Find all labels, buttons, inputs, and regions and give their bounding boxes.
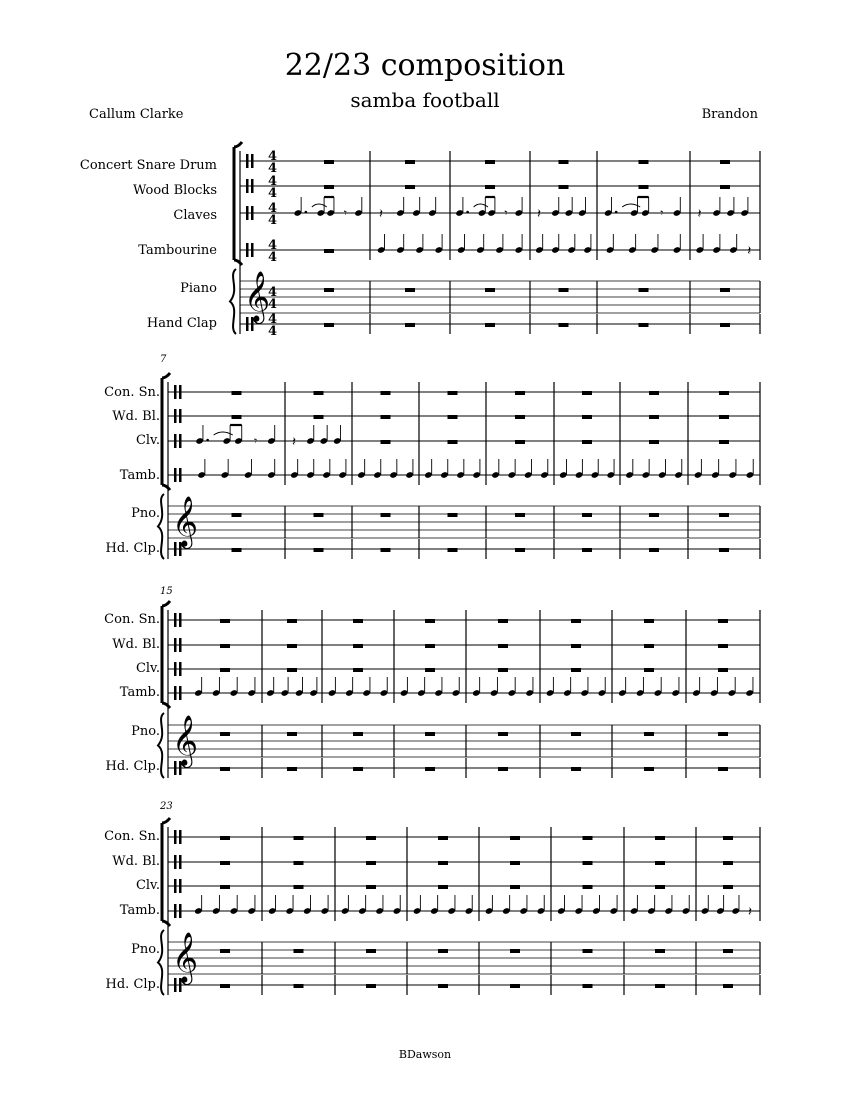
time-signature: 4 — [268, 186, 278, 201]
whole-rest — [639, 160, 649, 164]
whole-rest — [644, 767, 654, 771]
treble-clef: 𝄞 — [172, 715, 199, 766]
percussion-clef — [246, 179, 249, 193]
whole-rest — [719, 415, 729, 419]
whole-rest — [220, 644, 230, 648]
whole-rest — [510, 885, 520, 889]
whole-rest — [314, 391, 324, 395]
whole-rest — [381, 513, 391, 517]
instrument-label-piano: Pno. — [131, 942, 160, 957]
whole-rest — [559, 185, 569, 189]
eighth-rest: 𝄾 — [660, 206, 664, 220]
whole-rest — [582, 440, 592, 444]
eighth-rest: 𝄾 — [253, 434, 258, 448]
time-signature: 4 — [268, 238, 278, 253]
percussion-clef — [174, 686, 177, 700]
whole-rest — [583, 949, 593, 953]
group-bracket — [162, 373, 170, 490]
instrument-label-handclap: Hd. Clp. — [105, 759, 160, 774]
whole-rest — [644, 644, 654, 648]
whole-rest — [559, 288, 569, 292]
whole-rest — [571, 668, 581, 672]
composer-credit: Brandon — [701, 107, 758, 122]
whole-rest — [220, 885, 230, 889]
whole-rest — [510, 984, 520, 988]
whole-rest — [405, 185, 415, 189]
whole-rest — [324, 323, 334, 327]
instrument-label-handclap: Hd. Clp. — [105, 541, 160, 556]
whole-rest — [405, 288, 415, 292]
whole-rest — [438, 949, 448, 953]
group-bracket — [162, 601, 170, 708]
measure-number: 15 — [160, 586, 173, 597]
instrument-label-tambourine: Tamb. — [119, 903, 160, 918]
whole-rest — [582, 513, 592, 517]
whole-rest — [438, 836, 448, 840]
time-signature: 4 — [268, 149, 278, 164]
score-subtitle: samba football — [350, 88, 500, 112]
whole-rest — [644, 668, 654, 672]
whole-rest — [294, 949, 304, 953]
whole-rest — [498, 668, 508, 672]
instrument-label-tambourine: Tamb. — [119, 685, 160, 700]
whole-rest — [381, 440, 391, 444]
whole-rest — [583, 885, 593, 889]
percussion-clef — [179, 385, 182, 399]
whole-rest — [485, 288, 495, 292]
whole-rest — [287, 644, 297, 648]
whole-rest — [485, 160, 495, 164]
time-signature: 4 — [268, 161, 278, 176]
piano-brace — [158, 930, 164, 995]
whole-rest — [582, 548, 592, 552]
whole-rest — [220, 861, 230, 865]
instrument-label-claves: Clv. — [135, 661, 160, 676]
instrument-label-snare: Con. Sn. — [104, 829, 160, 844]
whole-rest — [655, 885, 665, 889]
percussion-clef — [174, 904, 177, 918]
whole-rest — [655, 949, 665, 953]
percussion-clef — [251, 154, 254, 168]
whole-rest — [381, 548, 391, 552]
instrument-label-tambourine: Tambourine — [138, 243, 217, 258]
quarter-rest: 𝄽 — [747, 244, 752, 259]
percussion-clef — [174, 879, 177, 893]
whole-rest — [294, 885, 304, 889]
whole-rest — [639, 185, 649, 189]
whole-rest — [510, 836, 520, 840]
dot — [615, 211, 618, 214]
whole-rest — [220, 949, 230, 953]
whole-rest — [287, 619, 297, 623]
whole-rest — [720, 323, 730, 327]
whole-rest — [720, 185, 730, 189]
instrument-label-tambourine: Tamb. — [119, 468, 160, 483]
whole-rest — [220, 984, 230, 988]
whole-rest — [719, 548, 729, 552]
percussion-clef — [174, 830, 177, 844]
whole-rest — [723, 885, 733, 889]
measure-number: 23 — [160, 801, 173, 812]
whole-rest — [405, 323, 415, 327]
whole-rest — [353, 668, 363, 672]
instrument-label-woodblocks: Wd. Bl. — [112, 854, 160, 869]
quarter-rest: 𝄽 — [292, 435, 297, 450]
whole-rest — [515, 391, 525, 395]
whole-rest — [353, 644, 363, 648]
whole-rest — [639, 288, 649, 292]
whole-rest — [583, 984, 593, 988]
percussion-clef — [179, 613, 182, 627]
time-signature: 4 — [268, 285, 278, 300]
whole-rest — [571, 767, 581, 771]
percussion-clef — [179, 879, 182, 893]
whole-rest — [719, 391, 729, 395]
whole-rest — [485, 185, 495, 189]
score-title: 22/23 composition — [284, 48, 566, 83]
whole-rest — [324, 288, 334, 292]
instrument-label-woodblocks: Wood Blocks — [133, 183, 217, 198]
time-signature: 4 — [268, 297, 278, 312]
copyright-footer: BDawson — [398, 1048, 452, 1061]
instrument-label-claves: Clv. — [135, 878, 160, 893]
whole-rest — [294, 861, 304, 865]
percussion-clef — [174, 662, 177, 676]
quarter-rest: 𝄽 — [748, 905, 753, 920]
whole-rest — [232, 415, 242, 419]
whole-rest — [353, 732, 363, 736]
whole-rest — [583, 836, 593, 840]
whole-rest — [583, 861, 593, 865]
whole-rest — [582, 415, 592, 419]
whole-rest — [405, 160, 415, 164]
percussion-clef — [179, 409, 182, 423]
percussion-clef — [179, 638, 182, 652]
whole-rest — [644, 619, 654, 623]
eighth-rest: 𝄾 — [504, 206, 508, 220]
whole-rest — [515, 513, 525, 517]
whole-rest — [559, 323, 569, 327]
whole-rest — [718, 767, 728, 771]
whole-rest — [559, 160, 569, 164]
whole-rest — [324, 249, 334, 253]
percussion-clef — [251, 206, 254, 220]
time-signature: 4 — [268, 213, 278, 228]
percussion-clef — [174, 409, 177, 423]
whole-rest — [425, 668, 435, 672]
whole-rest — [582, 391, 592, 395]
percussion-clef — [246, 243, 249, 257]
treble-clef: 𝄞 — [172, 932, 199, 983]
whole-rest — [510, 861, 520, 865]
whole-rest — [485, 323, 495, 327]
whole-rest — [425, 644, 435, 648]
whole-rest — [448, 548, 458, 552]
whole-rest — [287, 767, 297, 771]
whole-rest — [366, 984, 376, 988]
measure-number: 7 — [160, 354, 167, 365]
time-signature: 4 — [268, 201, 278, 216]
whole-rest — [498, 644, 508, 648]
whole-rest — [314, 415, 324, 419]
percussion-clef — [179, 855, 182, 869]
whole-rest — [448, 440, 458, 444]
dot — [305, 211, 308, 214]
whole-rest — [720, 288, 730, 292]
percussion-clef — [179, 434, 182, 448]
whole-rest — [655, 836, 665, 840]
time-signature: 4 — [268, 250, 278, 265]
time-signature: 4 — [268, 174, 278, 189]
whole-rest — [232, 548, 242, 552]
whole-rest — [366, 836, 376, 840]
instrument-label-snare: Con. Sn. — [104, 385, 160, 400]
whole-rest — [381, 391, 391, 395]
whole-rest — [381, 415, 391, 419]
whole-rest — [425, 732, 435, 736]
percussion-clef — [174, 613, 177, 627]
treble-clef: 𝄞 — [172, 496, 199, 547]
piano-brace — [158, 713, 164, 778]
whole-rest — [294, 836, 304, 840]
whole-rest — [639, 323, 649, 327]
quarter-rest: 𝄽 — [697, 207, 702, 222]
group-bracket — [162, 818, 170, 926]
instrument-label-claves: Claves — [173, 208, 217, 223]
percussion-clef — [174, 434, 177, 448]
whole-rest — [498, 732, 508, 736]
percussion-clef — [174, 855, 177, 869]
whole-rest — [515, 415, 525, 419]
instrument-label-woodblocks: Wd. Bl. — [112, 409, 160, 424]
tie — [312, 204, 327, 207]
whole-rest — [723, 984, 733, 988]
whole-rest — [438, 984, 448, 988]
whole-rest — [718, 644, 728, 648]
whole-rest — [649, 513, 659, 517]
whole-rest — [510, 949, 520, 953]
whole-rest — [287, 668, 297, 672]
quarter-rest: 𝄽 — [379, 207, 383, 222]
percussion-clef — [174, 385, 177, 399]
percussion-clef — [174, 638, 177, 652]
percussion-clef — [251, 179, 254, 193]
whole-rest — [220, 619, 230, 623]
percussion-clef — [179, 662, 182, 676]
whole-rest — [720, 160, 730, 164]
whole-rest — [718, 668, 728, 672]
treble-clef: 𝄞 — [244, 271, 271, 322]
whole-rest — [324, 185, 334, 189]
whole-rest — [366, 861, 376, 865]
whole-rest — [644, 732, 654, 736]
piano-brace — [230, 269, 236, 334]
whole-rest — [515, 548, 525, 552]
percussion-clef — [179, 468, 182, 482]
whole-rest — [366, 949, 376, 953]
whole-rest — [353, 619, 363, 623]
whole-rest — [718, 732, 728, 736]
instrument-label-snare: Concert Snare Drum — [79, 158, 217, 173]
percussion-clef — [174, 468, 177, 482]
whole-rest — [571, 732, 581, 736]
whole-rest — [498, 619, 508, 623]
percussion-clef — [179, 904, 182, 918]
eighth-rest: 𝄾 — [343, 206, 347, 220]
whole-rest — [655, 984, 665, 988]
percussion-clef — [179, 686, 182, 700]
whole-rest — [719, 513, 729, 517]
time-signature: 4 — [268, 324, 278, 339]
whole-rest — [655, 861, 665, 865]
percussion-clef — [179, 830, 182, 844]
instrument-label-woodblocks: Wd. Bl. — [112, 637, 160, 652]
percussion-clef — [251, 243, 254, 257]
whole-rest — [314, 548, 324, 552]
whole-rest — [649, 391, 659, 395]
whole-rest — [438, 861, 448, 865]
whole-rest — [366, 885, 376, 889]
whole-rest — [723, 949, 733, 953]
whole-rest — [438, 885, 448, 889]
instrument-label-handclap: Hand Clap — [146, 316, 217, 331]
whole-rest — [448, 513, 458, 517]
piano-brace — [158, 494, 164, 559]
whole-rest — [723, 836, 733, 840]
whole-rest — [718, 619, 728, 623]
whole-rest — [498, 767, 508, 771]
dot — [206, 439, 209, 442]
whole-rest — [649, 440, 659, 444]
whole-rest — [649, 548, 659, 552]
instrument-label-piano: Pno. — [131, 506, 160, 521]
poet-credit: Callum Clarke — [89, 107, 184, 122]
whole-rest — [287, 732, 297, 736]
whole-rest — [232, 513, 242, 517]
whole-rest — [723, 861, 733, 865]
dot — [466, 211, 469, 214]
whole-rest — [232, 391, 242, 395]
whole-rest — [571, 619, 581, 623]
whole-rest — [425, 619, 435, 623]
whole-rest — [515, 440, 525, 444]
instrument-label-handclap: Hd. Clp. — [105, 977, 160, 992]
whole-rest — [353, 767, 363, 771]
instrument-label-piano: Piano — [180, 281, 217, 296]
whole-rest — [571, 644, 581, 648]
quarter-rest: 𝄽 — [537, 207, 542, 222]
percussion-clef — [246, 206, 249, 220]
whole-rest — [649, 415, 659, 419]
whole-rest — [719, 440, 729, 444]
whole-rest — [448, 415, 458, 419]
whole-rest — [220, 732, 230, 736]
whole-rest — [220, 767, 230, 771]
whole-rest — [220, 668, 230, 672]
group-bracket — [234, 142, 242, 265]
instrument-label-claves: Clv. — [135, 433, 160, 448]
whole-rest — [314, 513, 324, 517]
tie — [474, 204, 488, 207]
whole-rest — [220, 836, 230, 840]
whole-rest — [294, 984, 304, 988]
time-signature: 4 — [268, 312, 278, 327]
percussion-clef — [246, 154, 249, 168]
whole-rest — [324, 160, 334, 164]
instrument-label-snare: Con. Sn. — [104, 612, 160, 627]
whole-rest — [448, 391, 458, 395]
instrument-label-piano: Pno. — [131, 724, 160, 739]
whole-rest — [425, 767, 435, 771]
